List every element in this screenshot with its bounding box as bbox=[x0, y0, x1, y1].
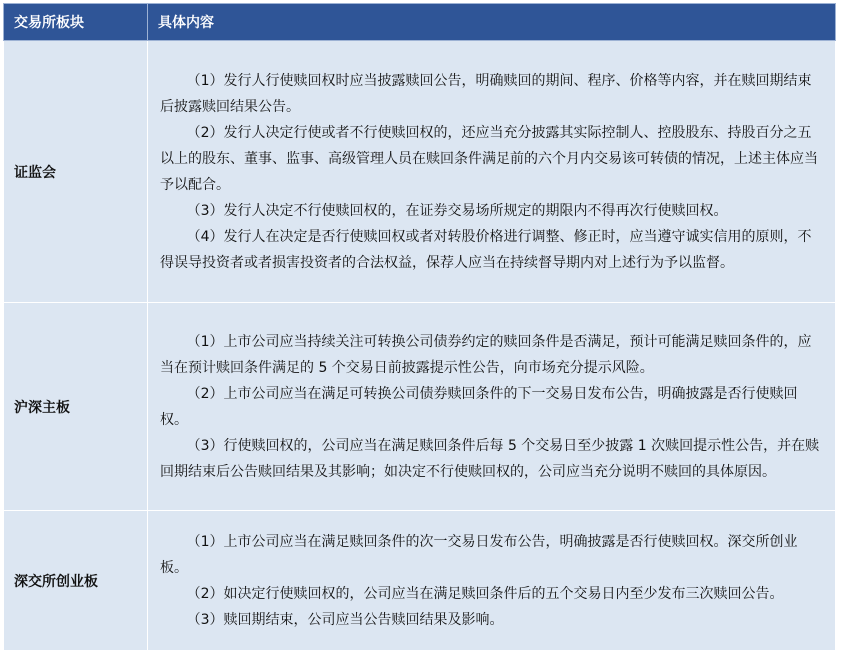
content-item: （3）发行人决定不行使赎回权的，在证券交易场所规定的期限内不得再次行使赎回权。 bbox=[186, 203, 728, 219]
content-item: （4）发行人在决定是否行使赎回权或者对转股价格进行调整、修正时，应当遵守诚实信用的原则，不得误导投资者或者损害投资者的合法权益，保荐人应当在持续督导期内对上述行为予以监督。 bbox=[160, 229, 812, 271]
content-cell bbox=[148, 303, 836, 511]
content-cell bbox=[148, 41, 836, 303]
content-item: （1）发行人行使赎回权时应当披露赎回公告，明确赎回的期间、程序、价格等内容，并在赎回期结束后披露赎回结果公告。 bbox=[160, 73, 812, 115]
content-item: （1）上市公司应当持续关注可转换公司债券约定的赎回条件是否满足，预计可能满足赎回条件的，应当在预计赎回条件满足的 5 个交易日前披露提示性公告，向市场充分提示风险。 bbox=[160, 334, 812, 376]
header-content: 具体内容 bbox=[148, 4, 836, 41]
table-row bbox=[4, 511, 836, 651]
table-header-row bbox=[4, 4, 836, 41]
table-row bbox=[4, 41, 836, 303]
block-label: 证监会 bbox=[4, 41, 148, 303]
rules-table bbox=[3, 3, 836, 651]
content-cell bbox=[148, 511, 836, 651]
content-item: （2）上市公司应当在满足可转换公司债券赎回条件的下一交易日发布公告，明确披露是否行使赎回权。 bbox=[160, 386, 798, 428]
header-exchange-block: 交易所板块 bbox=[4, 4, 148, 41]
content-item: （2）如决定行使赎回权的，公司应当在满足赎回条件后的五个交易日内至少发布三次赎回公告。 bbox=[186, 586, 784, 602]
content-item: （3）行使赎回权的，公司应当在满足赎回条件后每 5 个交易日至少披露 1 次赎回提示性公告，并在赎回期结束后公告赎回结果及其影响；如决定不行使赎回权的，公司应当充分说明不赎回的具体原因。 bbox=[160, 438, 820, 480]
rules-table-container bbox=[3, 3, 835, 651]
block-label: 深交所创业板 bbox=[4, 511, 148, 651]
content-item: （2）发行人决定行使或者不行使赎回权的，还应当充分披露其实际控制人、控股股东、持股百分之五以上的股东、董事、监事、高级管理人员在赎回条件满足前的六个月内交易该可转债的情况，上述主体应当予以配合。 bbox=[160, 125, 818, 193]
block-label: 沪深主板 bbox=[4, 303, 148, 511]
content-item: （3）赎回期结束，公司应当公告赎回结果及影响。 bbox=[186, 612, 504, 628]
content-item: （1）上市公司应当在满足赎回条件的次一交易日发布公告，明确披露是否行使赎回权。深交所创业板。 bbox=[160, 534, 798, 576]
table-row bbox=[4, 303, 836, 511]
